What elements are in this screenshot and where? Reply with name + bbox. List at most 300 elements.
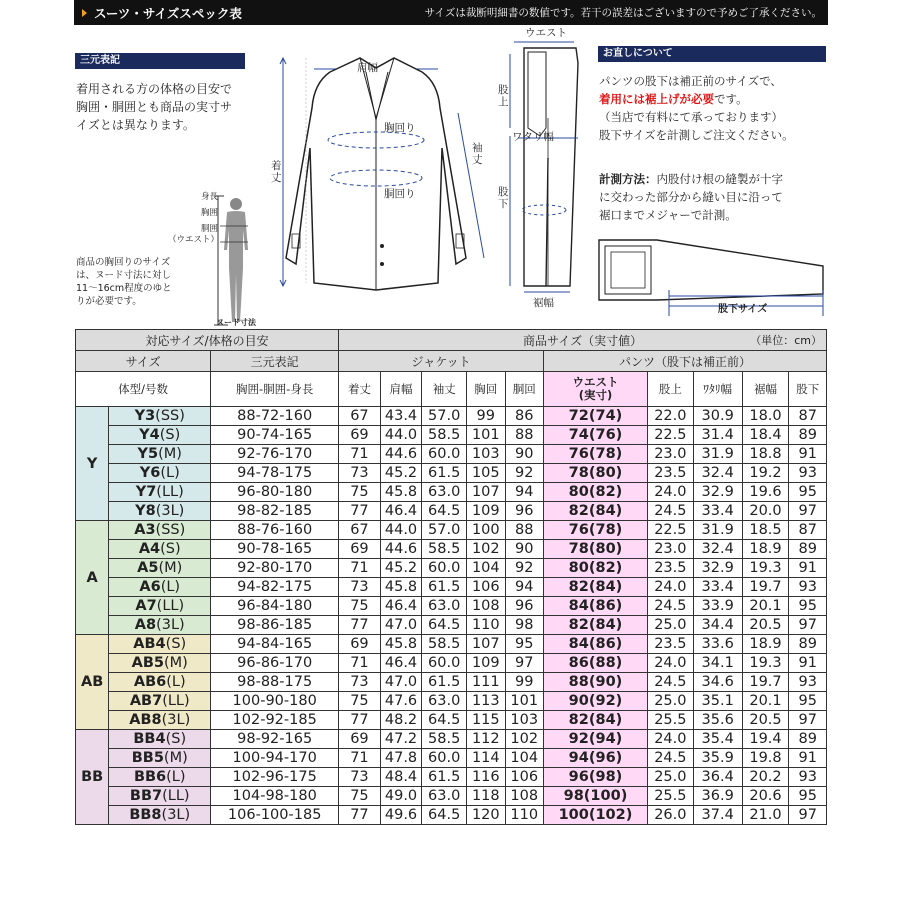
jacket-cell: 73 — [339, 768, 381, 787]
jacket-cell: 108 — [505, 787, 543, 806]
pants-cell: 20.5 — [742, 616, 789, 635]
sangen-cell: 98-82-185 — [211, 502, 339, 521]
jacket-cell: 71 — [339, 445, 381, 464]
size-cell: AB8(3L) — [109, 711, 211, 730]
pants-cell: 93 — [789, 578, 827, 597]
pants-cell: 89 — [789, 540, 827, 559]
size-cell: BB4(S) — [109, 730, 211, 749]
jacket-cell: 116 — [467, 768, 505, 787]
waist-cell: 82(84) — [543, 578, 647, 597]
jacket-cell: 108 — [467, 597, 505, 616]
table-row — [76, 540, 827, 559]
jacket-cell: 45.8 — [380, 635, 422, 654]
jacket-cell: 96 — [505, 502, 543, 521]
sangen-cell: 102-96-175 — [211, 768, 339, 787]
pants-cell: 24.5 — [647, 502, 693, 521]
pants-cell: 24.5 — [647, 673, 693, 692]
jacket-cell: 46.4 — [380, 502, 422, 521]
table-row — [76, 578, 827, 597]
sangen-cell: 96-84-180 — [211, 597, 339, 616]
jacket-cell: 112 — [467, 730, 505, 749]
jacket-diagram — [270, 28, 500, 296]
pants-cell: 89 — [789, 635, 827, 654]
jacket-cell: 60.0 — [422, 559, 467, 578]
pants-cell: 24.0 — [647, 654, 693, 673]
size-cell: A8(3L) — [109, 616, 211, 635]
sangen-cell: 88-76-160 — [211, 521, 339, 540]
jacket-cell: 86 — [505, 407, 543, 426]
pants-cell: 25.0 — [647, 768, 693, 787]
pants-cell: 89 — [789, 426, 827, 445]
pants-cell: 31.9 — [693, 521, 742, 540]
jacket-cell: 45.2 — [380, 464, 422, 483]
jacket-cell: 96 — [505, 597, 543, 616]
length-label: 着丈 — [271, 160, 282, 184]
jacket-cell: 46.4 — [380, 597, 422, 616]
pants-cell: 19.7 — [742, 673, 789, 692]
pants-cell: 36.9 — [693, 787, 742, 806]
waist-cell: 100(102) — [543, 806, 647, 825]
jacket-cell: 64.5 — [422, 806, 467, 825]
pants-cell: 23.5 — [647, 559, 693, 578]
jacket-cell: 48.4 — [380, 768, 422, 787]
pants-cell: 23.5 — [647, 464, 693, 483]
pants-cell: 23.5 — [647, 635, 693, 654]
jacket-cell: 44.0 — [380, 521, 422, 540]
pants-cell: 20.6 — [742, 787, 789, 806]
size-cell: AB6(L) — [109, 673, 211, 692]
alteration-text: パンツの股下は補正前のサイズで、 着用には裾上げが必要です。 （当店で有料にて承っております） 股下サイズを計測しご注文ください。 — [599, 74, 794, 142]
table-body — [76, 330, 827, 825]
jacket-cell: 103 — [505, 711, 543, 730]
pants-cell: 34.1 — [693, 654, 742, 673]
size-cell: A4(S) — [109, 540, 211, 559]
sangen-cell: 102-92-185 — [211, 711, 339, 730]
jacket-cell: 47.8 — [380, 749, 422, 768]
sangen-cell: 100-94-170 — [211, 749, 339, 768]
header-fit-guide: 対応サイズ/体格の目安 — [76, 330, 339, 351]
table-header-row-1 — [76, 330, 827, 351]
figure-caption: ヌード寸法 — [216, 318, 256, 327]
sangen-cell: 90-74-165 — [211, 426, 339, 445]
pants-waist-label: ウエスト — [525, 27, 567, 39]
size-cell: BB5(M) — [109, 749, 211, 768]
size-cell: Y3(SS) — [109, 407, 211, 426]
sangen-cell: 94-82-175 — [211, 578, 339, 597]
pants-cell: 23.0 — [647, 540, 693, 559]
pants-cell: 33.9 — [693, 597, 742, 616]
pants-cell: 91 — [789, 445, 827, 464]
jacket-cell: 77 — [339, 806, 381, 825]
jacket-cell: 118 — [467, 787, 505, 806]
size-cell: A7(LL) — [109, 597, 211, 616]
jacket-cell: 67 — [339, 407, 381, 426]
pants-cell: 22.5 — [647, 521, 693, 540]
jacket-cell: 92 — [505, 559, 543, 578]
pants-cell: 19.3 — [742, 654, 789, 673]
table-row — [76, 749, 827, 768]
jacket-cell: 44.0 — [380, 426, 422, 445]
sangen-cell: 92-76-170 — [211, 445, 339, 464]
thigh-label: ワタリ幅 — [512, 131, 554, 143]
waist-cell: 82(84) — [543, 711, 647, 730]
jacket-cell: 101 — [505, 692, 543, 711]
jacket-cell: 95 — [505, 635, 543, 654]
sangen-cell: 90-78-165 — [211, 540, 339, 559]
sangen-cell: 96-80-180 — [211, 483, 339, 502]
pants-cell: 31.9 — [693, 445, 742, 464]
table-row — [76, 806, 827, 825]
pants-cell: 91 — [789, 559, 827, 578]
pants-cell: 89 — [789, 730, 827, 749]
size-cell: BB7(LL) — [109, 787, 211, 806]
jacket-cell: 57.0 — [422, 521, 467, 540]
pants-cell: 33.6 — [693, 635, 742, 654]
pants-cell: 18.4 — [742, 426, 789, 445]
jacket-cell: 45.8 — [380, 483, 422, 502]
jacket-cell: 75 — [339, 692, 381, 711]
jacket-cell: 64.5 — [422, 502, 467, 521]
jacket-cell: 61.5 — [422, 464, 467, 483]
banner-title: スーツ・サイズスペック表 — [82, 4, 242, 22]
table-row — [76, 445, 827, 464]
jacket-cell: 90 — [505, 445, 543, 464]
jacket-cell: 71 — [339, 749, 381, 768]
pants-cell: 24.0 — [647, 483, 693, 502]
pants-cell: 95 — [789, 692, 827, 711]
pants-cell: 19.6 — [742, 483, 789, 502]
jacket-cell: 45.8 — [380, 578, 422, 597]
pants-cell: 24.5 — [647, 749, 693, 768]
jacket-cell: 63.0 — [422, 597, 467, 616]
jacket-cell: 48.2 — [380, 711, 422, 730]
jacket-cell: 105 — [467, 464, 505, 483]
pants-cell: 19.7 — [742, 578, 789, 597]
pants-cell: 97 — [789, 806, 827, 825]
jacket-cell: 114 — [467, 749, 505, 768]
jacket-cell: 63.0 — [422, 692, 467, 711]
sangen-cell: 88-72-160 — [211, 407, 339, 426]
group-label: A — [76, 521, 109, 635]
banner-note: サイズは裁断明細書の数値です。若干の誤差はございますので予めご了承ください。 — [424, 7, 822, 19]
waist-cell: 88(90) — [543, 673, 647, 692]
jacket-cell: 57.0 — [422, 407, 467, 426]
size-cell: AB5(M) — [109, 654, 211, 673]
measure-method: 計測方法：内股付け根の縫製が十字 に交わった部分から縫い目に沿って 裾口までメジャーで計測。 — [599, 172, 783, 222]
pants-cell: 35.6 — [693, 711, 742, 730]
chest-note: 商品の胸回りのサイズ は、ヌード寸法に対し 11〜16cm程度のゆと りが必要です。 — [76, 257, 172, 307]
pants-cell: 37.4 — [693, 806, 742, 825]
pants-diagram — [500, 38, 592, 294]
jacket-cell: 64.5 — [422, 616, 467, 635]
pants-cell: 87 — [789, 407, 827, 426]
jacket-cell: 94 — [505, 483, 543, 502]
pants-cell: 35.4 — [693, 730, 742, 749]
jacket-cell: 75 — [339, 597, 381, 616]
pants-cell: 19.2 — [742, 464, 789, 483]
pants-cell: 22.0 — [647, 407, 693, 426]
pants-cell: 33.4 — [693, 578, 742, 597]
header-product-size: 商品サイズ（実寸値） （単位：cm） — [339, 330, 827, 351]
waist-cell: 80(82) — [543, 559, 647, 578]
pants-cell: 22.5 — [647, 426, 693, 445]
jacket-cell: 58.5 — [422, 635, 467, 654]
jacket-cell: 77 — [339, 502, 381, 521]
pants-cell: 25.5 — [647, 711, 693, 730]
sangen-cell: 100-90-180 — [211, 692, 339, 711]
pants-cell: 36.4 — [693, 768, 742, 787]
jacket-cell: 113 — [467, 692, 505, 711]
pants-cell: 32.9 — [693, 483, 742, 502]
group-label: AB — [76, 635, 109, 730]
size-cell: Y6(L) — [109, 464, 211, 483]
size-cell: BB6(L) — [109, 768, 211, 787]
table-row — [76, 407, 827, 426]
pants-cell: 32.4 — [693, 540, 742, 559]
jacket-cell: 61.5 — [422, 578, 467, 597]
jacket-cell: 101 — [467, 426, 505, 445]
table-row — [76, 711, 827, 730]
size-spec-table — [75, 329, 827, 825]
jacket-cell: 43.4 — [380, 407, 422, 426]
waist-cell: 82(84) — [543, 502, 647, 521]
jacket-cell: 60.0 — [422, 445, 467, 464]
pants-cell: 23.0 — [647, 445, 693, 464]
jacket-cell: 77 — [339, 711, 381, 730]
pants-cell: 93 — [789, 768, 827, 787]
jacket-cell: 58.5 — [422, 730, 467, 749]
pants-cell: 95 — [789, 597, 827, 616]
table-row — [76, 673, 827, 692]
jacket-cell: 73 — [339, 673, 381, 692]
jacket-cell: 67 — [339, 521, 381, 540]
header-banner — [74, 0, 828, 25]
waist-cell: 76(78) — [543, 445, 647, 464]
jacket-cell: 71 — [339, 559, 381, 578]
jacket-cell: 109 — [467, 654, 505, 673]
waist-cell: 90(92) — [543, 692, 647, 711]
pants-cell: 30.9 — [693, 407, 742, 426]
jacket-cell: 99 — [505, 673, 543, 692]
jacket-cell: 61.5 — [422, 673, 467, 692]
jacket-cell: 44.6 — [380, 445, 422, 464]
pants-cell: 32.9 — [693, 559, 742, 578]
sangen-cell: 98-92-165 — [211, 730, 339, 749]
jacket-cell: 120 — [467, 806, 505, 825]
pants-cell: 20.2 — [742, 768, 789, 787]
pants-cell: 20.1 — [742, 692, 789, 711]
sangen-cell: 104-98-180 — [211, 787, 339, 806]
jacket-cell: 92 — [505, 464, 543, 483]
size-cell: A3(SS) — [109, 521, 211, 540]
pants-cell: 25.0 — [647, 692, 693, 711]
jacket-cell: 107 — [467, 483, 505, 502]
sangen-cell: 106-100-185 — [211, 806, 339, 825]
jacket-cell: 58.5 — [422, 426, 467, 445]
table-row — [76, 464, 827, 483]
jacket-cell: 71 — [339, 654, 381, 673]
pants-cell: 19.4 — [742, 730, 789, 749]
hem-label: 裾幅 — [533, 297, 554, 309]
waist-cell: 84(86) — [543, 635, 647, 654]
sangen-cell: 96-86-170 — [211, 654, 339, 673]
pants-cell: 31.4 — [693, 426, 742, 445]
pants-cell: 18.5 — [742, 521, 789, 540]
size-cell: Y5(M) — [109, 445, 211, 464]
jacket-cell: 60.0 — [422, 654, 467, 673]
jacket-cell: 88 — [505, 426, 543, 445]
waist-cell: 80(82) — [543, 483, 647, 502]
size-cell: Y8(3L) — [109, 502, 211, 521]
jacket-cell: 100 — [467, 521, 505, 540]
sangen-description: 着用される方の体格の目安で 胸囲・胴囲とも商品の実寸サ イズとは異なります。 — [76, 82, 233, 132]
jacket-cell: 90 — [505, 540, 543, 559]
waist-cell: 86(88) — [543, 654, 647, 673]
sangen-cell: 94-78-175 — [211, 464, 339, 483]
pants-cell: 18.9 — [742, 540, 789, 559]
pants-cell: 20.1 — [742, 597, 789, 616]
waist-cell: 76(78) — [543, 521, 647, 540]
jacket-cell: 110 — [505, 806, 543, 825]
pants-cell: 19.8 — [742, 749, 789, 768]
pants-cell: 97 — [789, 616, 827, 635]
size-cell: AB4(S) — [109, 635, 211, 654]
pants-cell: 95 — [789, 483, 827, 502]
size-cell: A5(M) — [109, 559, 211, 578]
table-row — [76, 768, 827, 787]
waist-cell: 96(98) — [543, 768, 647, 787]
jacket-cell: 110 — [467, 616, 505, 635]
pants-cell: 19.3 — [742, 559, 789, 578]
table-row — [76, 692, 827, 711]
size-cell: AB7(LL) — [109, 692, 211, 711]
waist-cell: 84(86) — [543, 597, 647, 616]
jacket-cell: 102 — [467, 540, 505, 559]
pants-cell: 20.0 — [742, 502, 789, 521]
table-row — [76, 597, 827, 616]
jacket-cell: 98 — [505, 616, 543, 635]
jacket-cell: 47.6 — [380, 692, 422, 711]
sangen-cell: 94-84-165 — [211, 635, 339, 654]
table-row — [76, 426, 827, 445]
pants-cell: 32.4 — [693, 464, 742, 483]
table-row — [76, 521, 827, 540]
jacket-cell: 46.4 — [380, 654, 422, 673]
body-figure-icon — [212, 190, 270, 330]
table-row — [76, 559, 827, 578]
jacket-cell: 60.0 — [422, 749, 467, 768]
table-row — [76, 483, 827, 502]
jacket-cell: 106 — [505, 768, 543, 787]
waist-cell: 82(84) — [543, 616, 647, 635]
pants-cell: 91 — [789, 654, 827, 673]
waist-cell: 92(94) — [543, 730, 647, 749]
jacket-cell: 49.6 — [380, 806, 422, 825]
jacket-cell: 104 — [505, 749, 543, 768]
pants-cell: 26.0 — [647, 806, 693, 825]
jacket-cell: 73 — [339, 578, 381, 597]
body-figure-labels: 身長 胸囲 胴囲 （ウエスト） — [168, 192, 220, 245]
rise-label: 股上 — [498, 84, 509, 108]
pants-cell: 25.5 — [647, 787, 693, 806]
table-row — [76, 635, 827, 654]
jacket-cell: 106 — [467, 578, 505, 597]
pants-cell: 35.9 — [693, 749, 742, 768]
jacket-cell: 69 — [339, 730, 381, 749]
jacket-cell: 47.0 — [380, 673, 422, 692]
inseam-label: 股下 — [498, 186, 509, 210]
jacket-cell: 88 — [505, 521, 543, 540]
table-row — [76, 730, 827, 749]
pants-cell: 20.5 — [742, 711, 789, 730]
pants-cell: 91 — [789, 749, 827, 768]
size-cell: BB8(3L) — [109, 806, 211, 825]
table-row — [76, 616, 827, 635]
jacket-cell: 103 — [467, 445, 505, 464]
jacket-cell: 94 — [505, 578, 543, 597]
jacket-cell: 111 — [467, 673, 505, 692]
pants-cell: 93 — [789, 673, 827, 692]
sangen-cell: 98-86-185 — [211, 616, 339, 635]
alteration-heading: お直しについて — [598, 46, 826, 62]
group-label: Y — [76, 407, 109, 521]
pants-cell: 18.8 — [742, 445, 789, 464]
waist-cell: 94(96) — [543, 749, 647, 768]
size-cell: Y4(S) — [109, 426, 211, 445]
jacket-cell: 97 — [505, 654, 543, 673]
jacket-cell: 69 — [339, 540, 381, 559]
jacket-cell: 44.6 — [380, 540, 422, 559]
pants-cell: 18.9 — [742, 635, 789, 654]
sangen-cell: 98-88-175 — [211, 673, 339, 692]
jacket-cell: 77 — [339, 616, 381, 635]
sangen-cell: 92-80-170 — [211, 559, 339, 578]
jacket-cell: 63.0 — [422, 483, 467, 502]
waist-cell: 72(74) — [543, 407, 647, 426]
sleeve-label: 袖丈 — [472, 142, 483, 166]
size-cell: A6(L) — [109, 578, 211, 597]
jacket-cell: 64.5 — [422, 711, 467, 730]
shoulder-label: 肩幅 — [357, 62, 378, 74]
pants-cell: 21.0 — [742, 806, 789, 825]
pants-cell: 34.4 — [693, 616, 742, 635]
jacket-cell: 63.0 — [422, 787, 467, 806]
waist-label: 胴回り — [384, 188, 416, 200]
jacket-cell: 69 — [339, 426, 381, 445]
pants-cell: 18.0 — [742, 407, 789, 426]
table-header-row-3: 体型/号数 胸囲-胴囲-身長 着丈 肩幅 袖丈 胸回 胴回 ウエスト (実寸) 股上 ﾜﾀﾘ幅 裾幅 股下 — [76, 372, 827, 407]
jacket-cell: 45.2 — [380, 559, 422, 578]
pants-cell: 33.4 — [693, 502, 742, 521]
jacket-cell: 115 — [467, 711, 505, 730]
arrow-icon — [82, 9, 87, 17]
jacket-cell: 107 — [467, 635, 505, 654]
pants-cell: 24.0 — [647, 730, 693, 749]
jacket-cell: 99 — [467, 407, 505, 426]
inseam-diagram — [597, 232, 827, 322]
table-row — [76, 654, 827, 673]
pants-cell: 93 — [789, 464, 827, 483]
jacket-cell: 47.2 — [380, 730, 422, 749]
header-waist: ウエスト (実寸) — [543, 372, 647, 407]
pants-cell: 24.5 — [647, 597, 693, 616]
jacket-cell: 61.5 — [422, 768, 467, 787]
pants-cell: 97 — [789, 711, 827, 730]
waist-cell: 98(100) — [543, 787, 647, 806]
pants-cell: 25.0 — [647, 616, 693, 635]
pants-cell: 95 — [789, 787, 827, 806]
waist-cell: 74(76) — [543, 426, 647, 445]
